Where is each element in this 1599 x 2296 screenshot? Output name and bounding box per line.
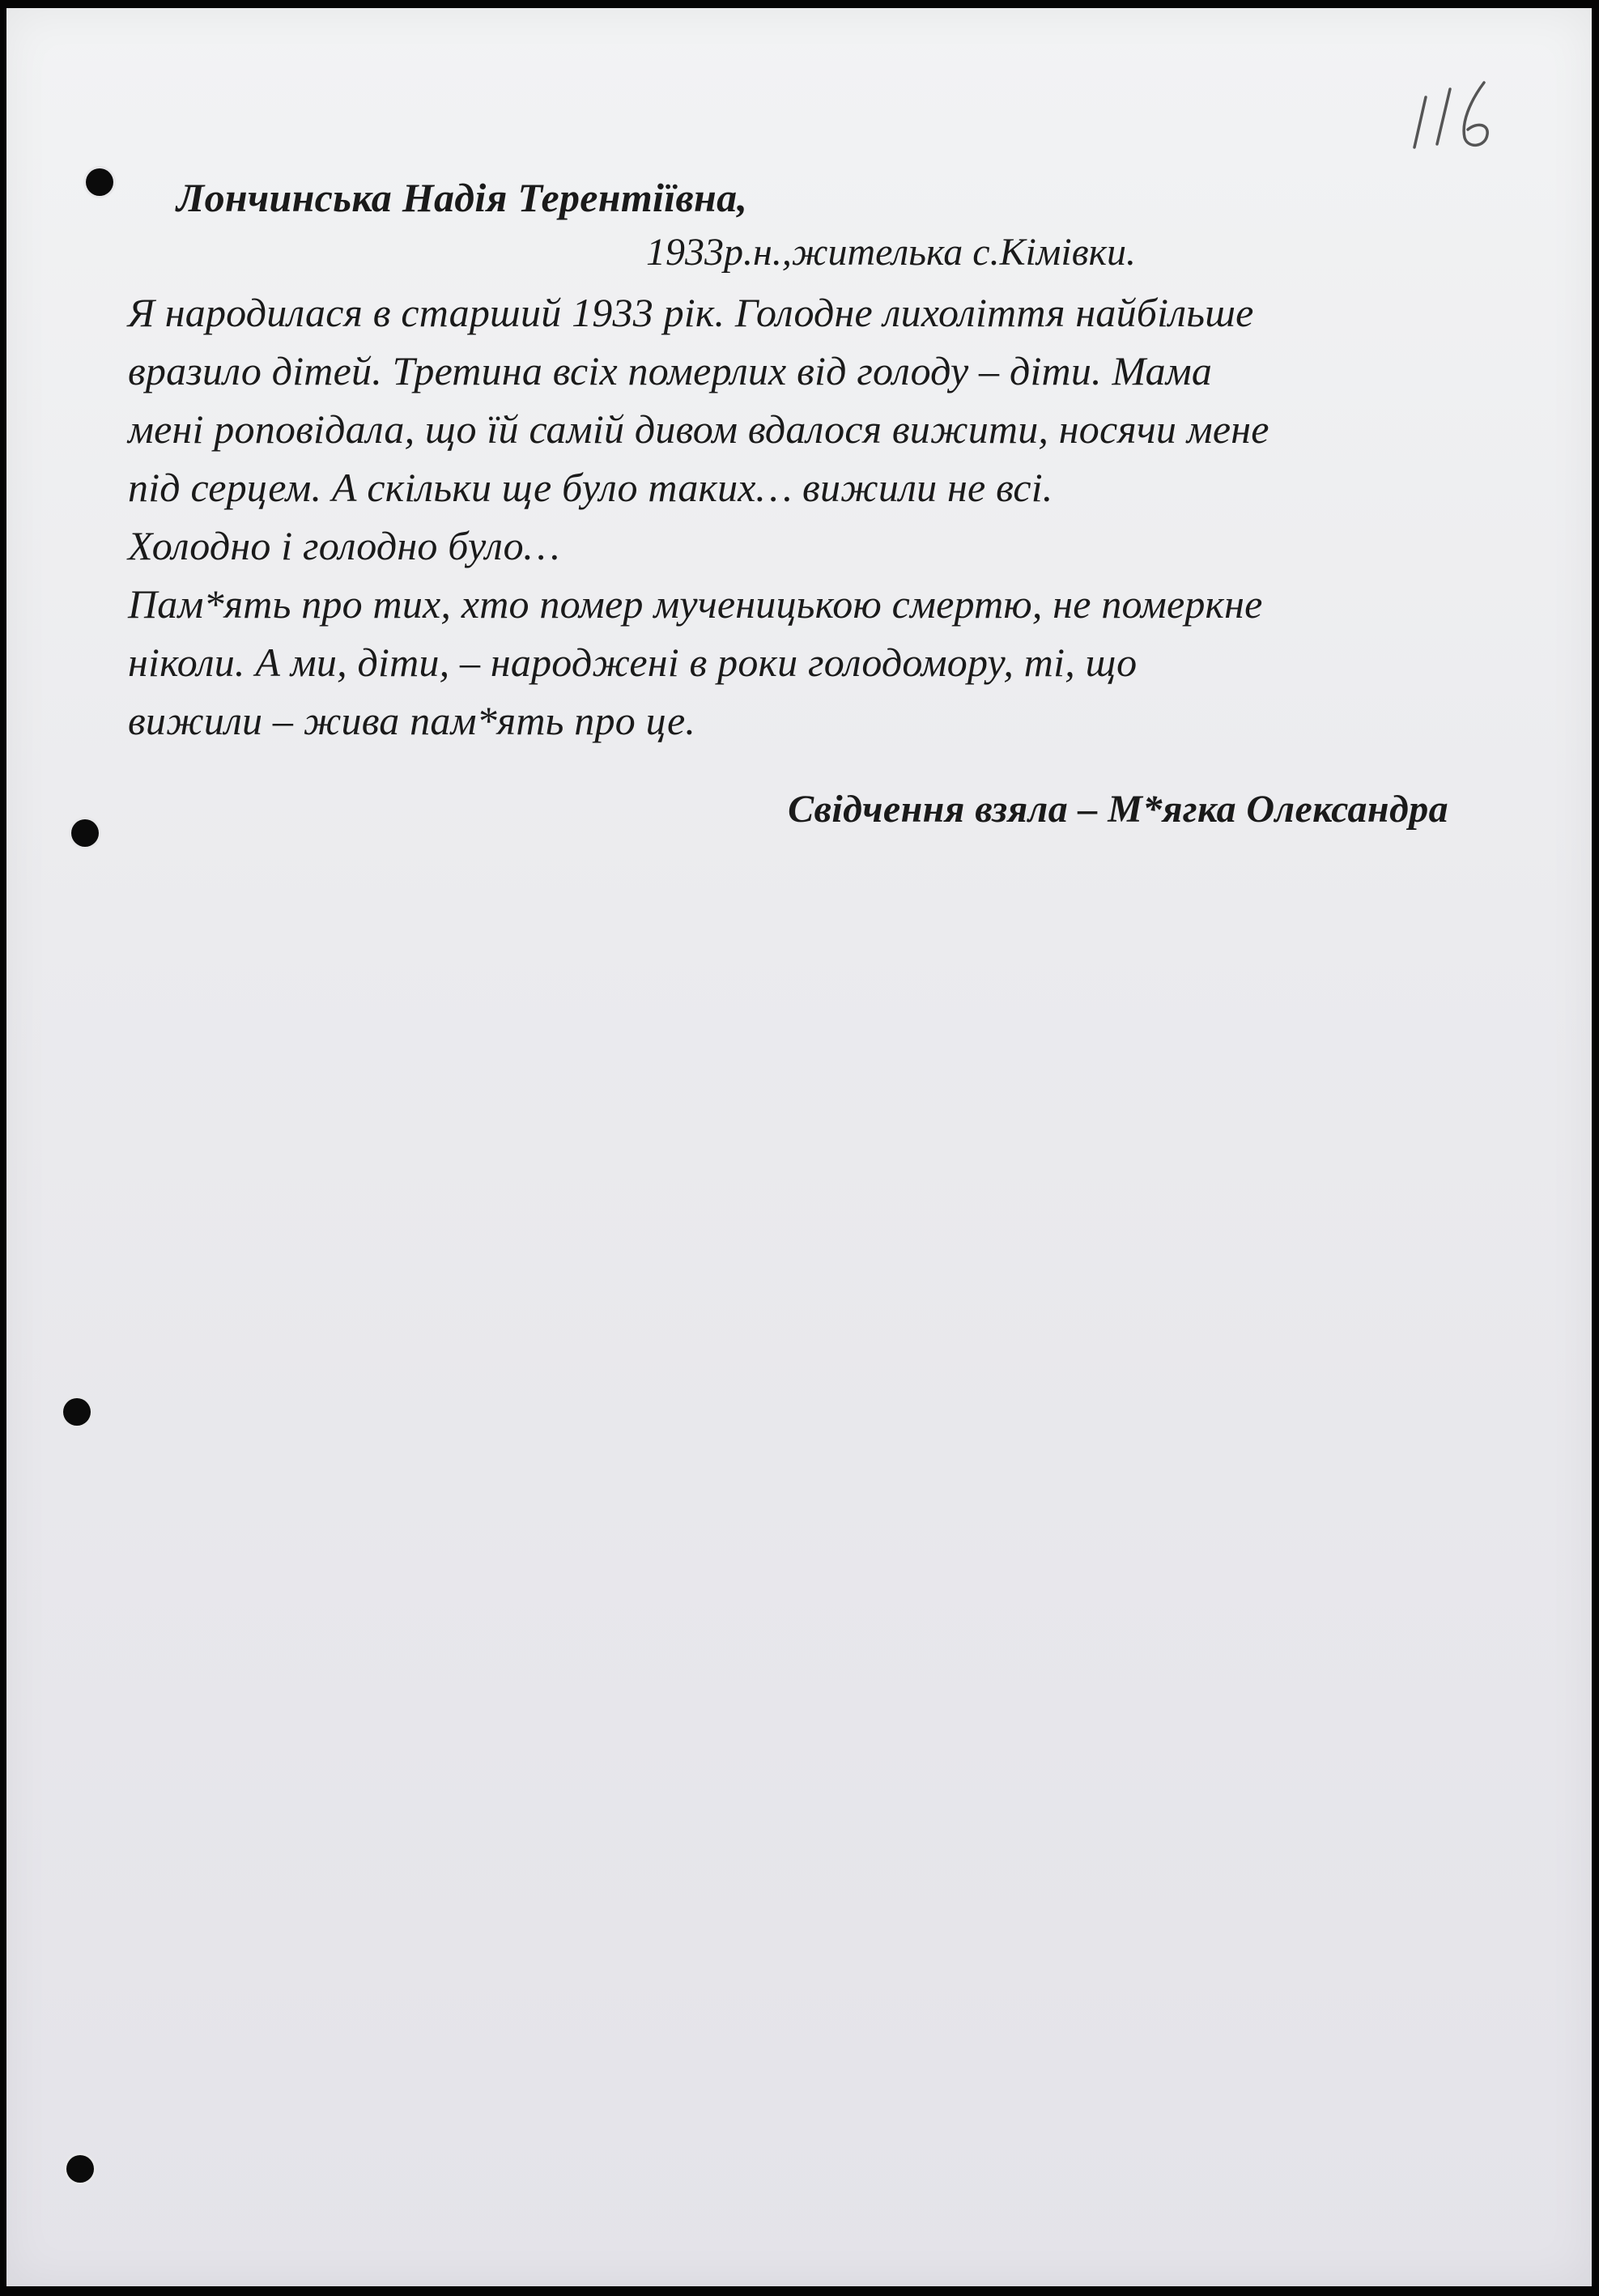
testimony-recorder: Свідчення взяла – М*ягка Олександра bbox=[788, 788, 1448, 831]
punch-hole bbox=[66, 2155, 94, 2183]
testimony-line: Я народилася в старший 1933 рік. Голодне лихоліття найбільше bbox=[128, 290, 1254, 335]
testimony-line: Пам*ять про тих, хто помер мученицькою смертю, не померкне bbox=[128, 581, 1263, 627]
testimony-line: вижили – жива пам*ять про це. bbox=[128, 698, 696, 743]
handwritten-folio-number bbox=[1403, 73, 1508, 162]
paper-sheet bbox=[6, 8, 1592, 2286]
witness-name: Лончинська Надія Терентіївна, bbox=[176, 175, 748, 220]
testimony-line: Холодно і голодно було… bbox=[128, 523, 560, 568]
punch-hole bbox=[71, 819, 99, 847]
punch-hole bbox=[63, 1398, 91, 1426]
testimony-line: ніколи. А ми, діти, – народжені в роки голодомору, ті, що bbox=[128, 640, 1138, 685]
punch-hole bbox=[86, 168, 113, 196]
testimony-line: під серцем. А скільки ще було таких… вижили не всі. bbox=[128, 465, 1053, 510]
witness-birth-residence: 1933р.н.,жителька с.Кімівки. bbox=[646, 231, 1137, 274]
testimony-line: вразило дітей. Третина всіх померлих від голоду – діти. Мама bbox=[128, 348, 1213, 393]
testimony-line: мені роповідала, що їй самій дивом вдалося вижити, носячи мене bbox=[128, 406, 1269, 452]
testimony-body bbox=[128, 283, 1504, 750]
